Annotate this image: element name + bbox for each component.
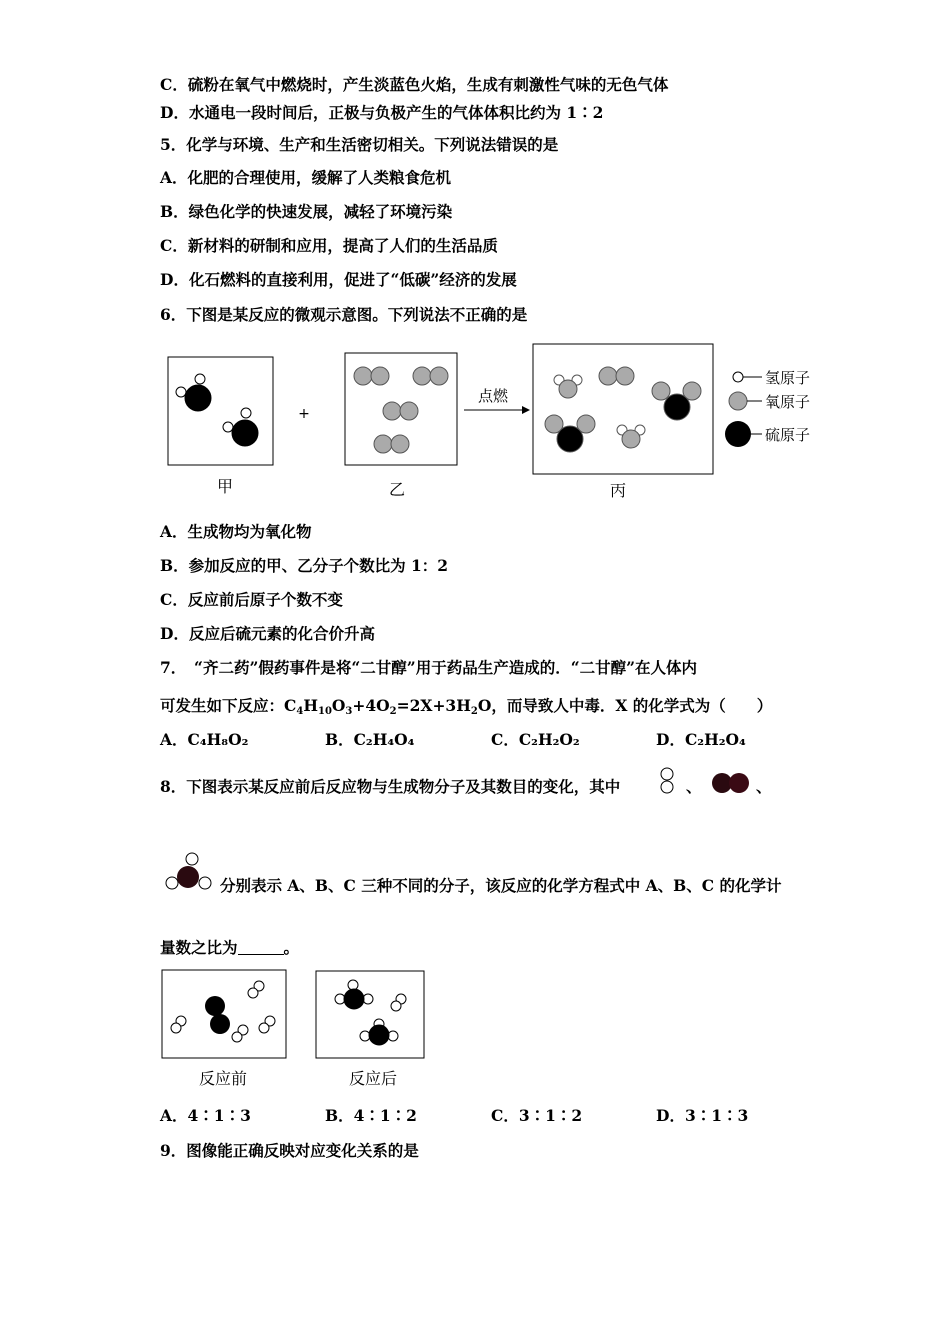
molecule-b-before (205, 996, 230, 1034)
legend-hydrogen (733, 369, 810, 387)
q8-option-c: C．3∶1∶2 (491, 1106, 583, 1125)
q8-option-d: D．3∶1∶3 (656, 1106, 749, 1125)
o2-molecule-remaining (599, 367, 634, 385)
q7-option-d: D．C₂H₂O₄ (656, 730, 746, 749)
q6-option-a: A．生成物均为氧化物 (160, 522, 312, 541)
box-before (162, 970, 286, 1058)
label-yi: 乙 (388, 480, 406, 499)
q9-stem: 9．图像能正确反映对应变化关系的是 (160, 1141, 419, 1160)
q6-stem: 6．下图是某反应的微观示意图。下列说法不正确的是 (160, 305, 528, 324)
legend-sulfur (725, 421, 810, 447)
so2-molecule (545, 415, 595, 452)
q7-equation: $C_4H_{10}O_3+4O_2=2X+3H_2O$ (284, 696, 492, 717)
molecule-c-after (360, 1019, 398, 1045)
molecule-c-icon (163, 850, 215, 892)
so2-molecule (652, 382, 701, 420)
label-before: 反应前 (198, 1069, 248, 1088)
q6-reaction-diagram (150, 335, 840, 505)
molecule-b-icon (710, 771, 752, 795)
h2s-molecule (223, 408, 258, 446)
q6-option-d: D．反应后硫元素的化合价升高 (160, 624, 375, 643)
label-after: 反应后 (348, 1069, 398, 1088)
h2o-molecule (554, 375, 582, 398)
q4-option-c: C．硫粉在氧气中燃烧时，产生淡蓝色火焰，生成有刺激性气味的无色气体 (160, 75, 669, 94)
svg-text:氧原子: 氧原子 (765, 393, 811, 411)
q6-option-b: B．参加反应的甲、乙分子个数比为 1：2 (160, 556, 449, 575)
molecule-c-after (335, 980, 373, 1009)
q5-option-b: B．绿色化学的快速发展，减轻了环境污染 (160, 202, 453, 221)
q8-separator-1: 、 (686, 777, 702, 796)
q5-stem: 5．化学与环境、生产和生活密切相关。下列说法错误的是 (160, 135, 559, 154)
q8-reaction-diagram (155, 962, 445, 1094)
legend-oxygen (729, 392, 810, 411)
q8-separator-2: 、 (756, 777, 772, 796)
q8-option-a: A．4∶1∶3 (160, 1106, 251, 1125)
box-after (316, 971, 424, 1058)
q7-stem-line2: 可发生如下反应：$C_4H_{10}O_3+4O_2=2X+3H_2O$，而导致人中毒．X 的化学式为（ ） (160, 696, 773, 717)
q6-option-c: C．反应前后原子个数不变 (160, 590, 343, 609)
q5-option-d: D．化石燃料的直接利用，促进了“低碳”经济的发展 (160, 270, 517, 289)
q7-option-c: C．C₂H₂O₂ (491, 730, 580, 749)
q8-stem-line3: 量数之比为 。 (160, 938, 300, 957)
o2-molecules (354, 367, 448, 453)
label-bing: 丙 (609, 481, 627, 500)
reaction-arrow (522, 406, 530, 414)
q8-option-b: B．4∶1∶2 (325, 1106, 417, 1125)
svg-text:硫原子: 硫原子 (765, 426, 811, 444)
q5-option-a: A．化肥的合理使用，缓解了人类粮食危机 (160, 168, 452, 187)
molecule-a-after (391, 994, 406, 1011)
label-jia: 甲 (216, 477, 234, 496)
h2s-molecule (176, 374, 211, 411)
q7-option-a: A．C₄H₈O₂ (160, 730, 249, 749)
q8-stem-line2: 分别表示 A、B、C 三种不同的分子，该反应的化学方程式中 A、B、C 的化学计 (220, 876, 782, 895)
q5-option-c: C．新材料的研制和应用，提高了人们的生活品质 (160, 236, 498, 255)
answer-blank (238, 940, 284, 955)
q4-option-d: D．水通电一段时间后，正极与负极产生的气体体积比约为 1∶2 (160, 103, 604, 122)
q8-stem-line1: 8．下图表示某反应前后反应物与生成物分子及其数目的变化，其中 (160, 777, 621, 796)
box-jia (168, 357, 273, 465)
molecule-a-icon (656, 765, 678, 797)
h2o-molecule (617, 425, 645, 448)
q7-stem-line1: 7． “齐二药”假药事件是将“二甘醇”用于药品生产造成的．“二甘醇”在人体内 (160, 658, 698, 677)
svg-text:氢原子: 氢原子 (765, 369, 811, 387)
q7-option-b: B．C₂H₄O₄ (325, 730, 415, 749)
plus-sign: + (298, 406, 310, 422)
arrow-label: 点燃 (477, 387, 509, 405)
